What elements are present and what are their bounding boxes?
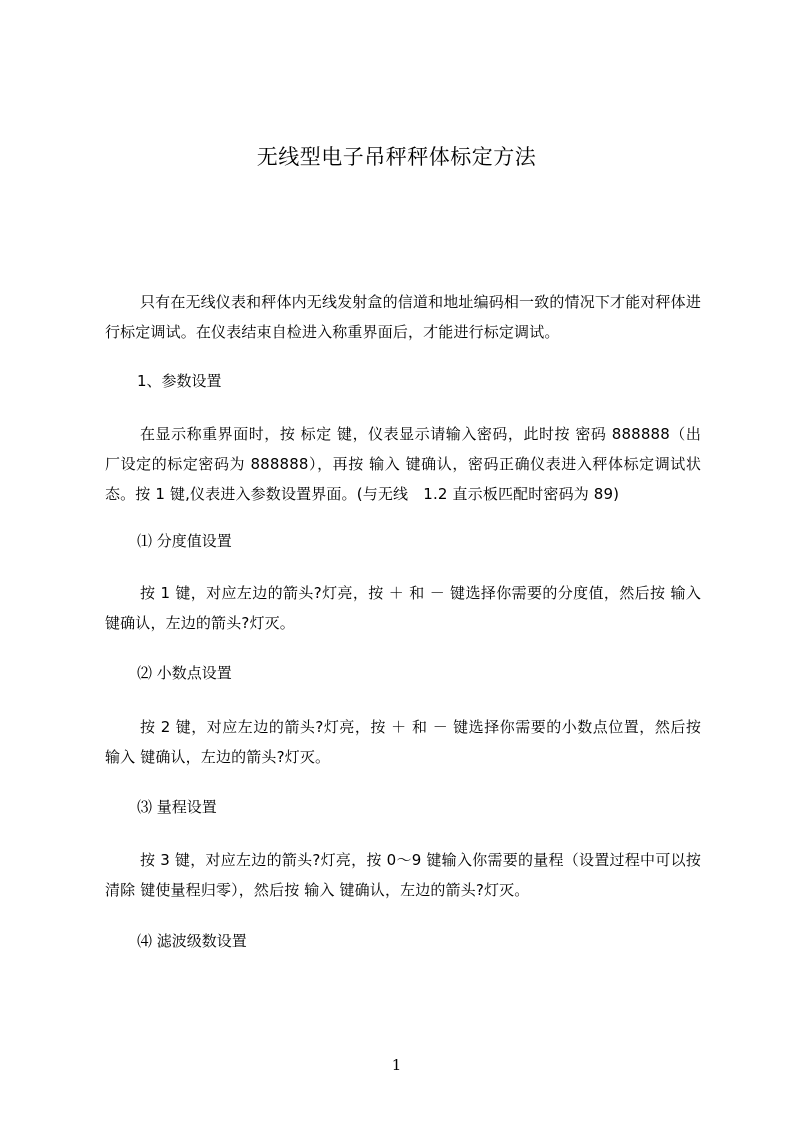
subsection-3-heading: ⑶ 量程设置 xyxy=(137,798,217,816)
subsection-1-heading: ⑴ 分度值设置 xyxy=(137,532,232,550)
subsection-4-heading: ⑷ 滤波级数设置 xyxy=(137,932,247,950)
document-title: 无线型电子吊秤秤体标定方法 xyxy=(256,145,537,169)
page-number: 1 xyxy=(391,1056,402,1074)
subsection-3-paragraph: 按 3 键，对应左边的箭头?灯亮，按 0～9 键输入你需要的量程（设置过程中可以按 清除 键使量程归零），然后按 输入 键确认，左边的箭头?灯灭。 xyxy=(105,851,701,899)
subsection-2-paragraph: 按 2 键，对应左边的箭头?灯亮，按 ＋ 和 － 键选择你需要的小数点位置，然后按 输入 键确认，左边的箭头?灯灭。 xyxy=(105,718,701,766)
section-1-paragraph: 在显示称重界面时，按 标定 键，仪表显示请输入密码，此时按 密码 888888（出厂设定的标定密码为 888888），再按 输入 键确认，密码正确仪表进入秤体标定调试状态。按 1 键,仪表进入参数设置界面。(与无线 1.2 直示板匹配时密码为 89) xyxy=(105,425,701,503)
subsection-2-heading: ⑵ 小数点设置 xyxy=(137,664,232,682)
subsection-1-paragraph: 按 1 键，对应左边的箭头?灯亮，按 ＋ 和 － 键选择你需要的分度值，然后按 输入 键确认，左边的箭头?灯灭。 xyxy=(105,584,701,632)
intro-paragraph: 只有在无线仪表和秤体内无线发射盒的信道和地址编码相一致的情况下才能对秤体进行标定调试。在仪表结束自检进入称重界面后，才能进行标定调试。 xyxy=(105,293,701,341)
section-1-heading: 1、参数设置 xyxy=(137,372,222,390)
